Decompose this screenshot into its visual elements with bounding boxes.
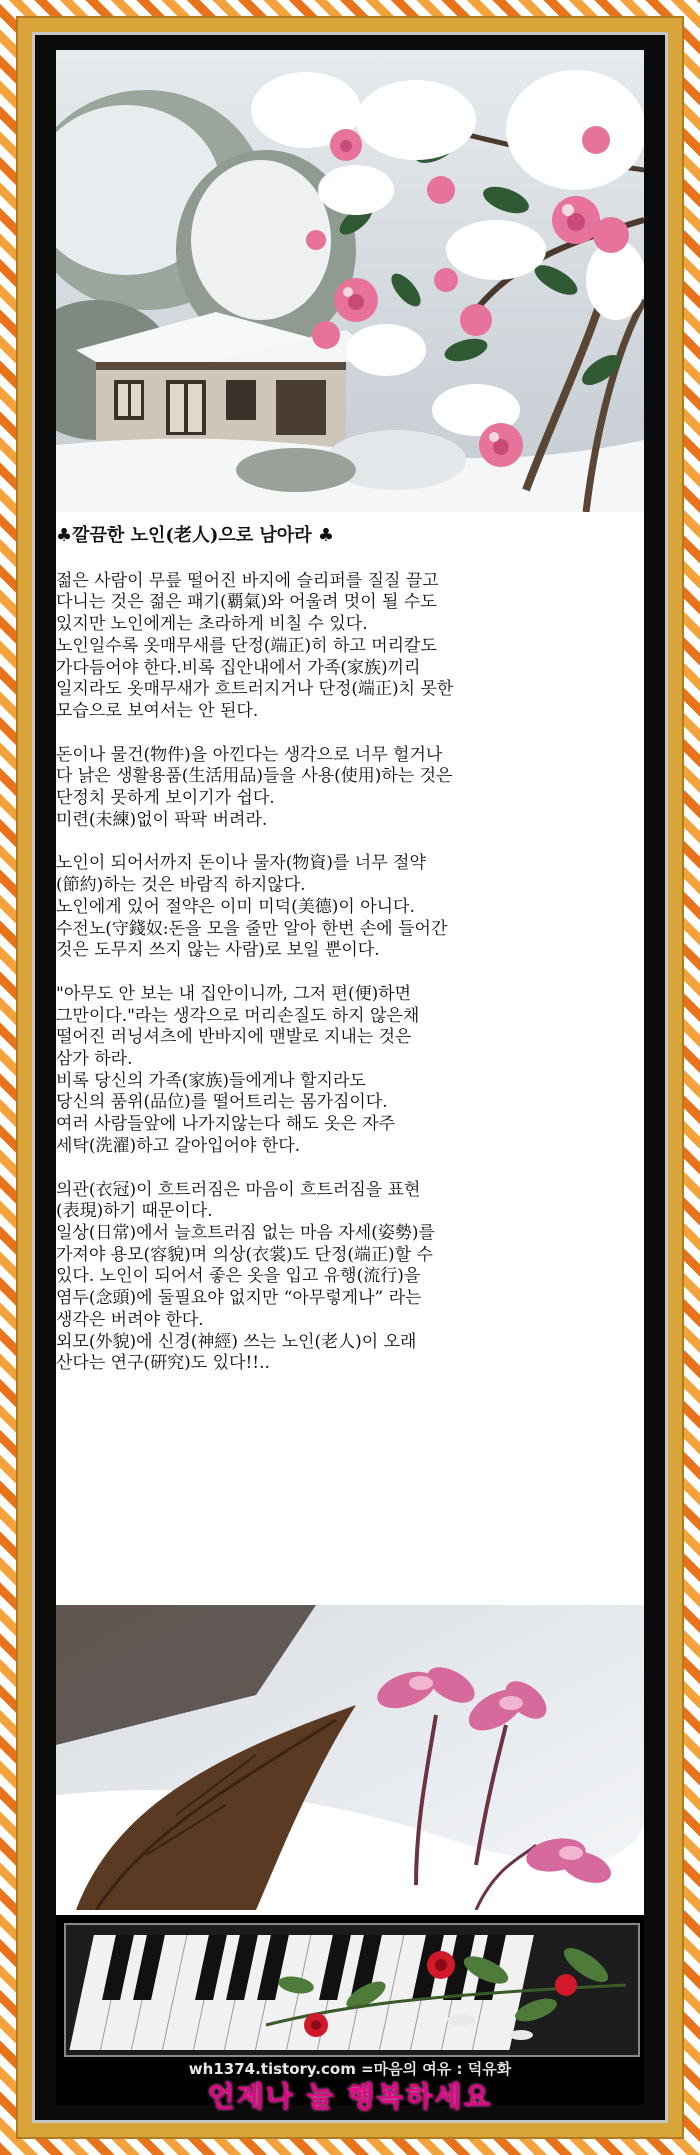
paragraph-4: "아무도 안 보는 내 집안이니까, 그저 편(便)하면 그만이다."라는 생각으로 머리손질도 하지 않은채 떨어진 러닝셔츠에 반바지에 맨발로 지내는 것은 삼가 하라. 비록 당신의 가족(家族)들에게나 할지라도 당신의 품위(品位)를 떨어트리는 몸가짐이다. 여러 사람들앞에 나가지않는다 해도 옷은 자주 세탁(洗濯)하고 갈아입어야 한다.	[56, 983, 420, 1156]
paragraph-5: 의관(衣冠)이 흐트러짐은 마음이 흐트러짐을 표현 (表現)하기 때문이다. 일상(日常)에서 늘흐트러짐 없는 마음 자세(姿勢)를 가져야 용모(容貌)며 의상(衣裳)도 단정(端正)할 수 있다. 노인이 되어서 좋은 옷을 입고 유행(流行)을 염두(念頭)에 둘필요야 없지만 “아무렇게나” 라는 생각은 버려야 한다. 외모(外貌)에 신경(神經) 쓰는 노인(老人)이 오래 산다는 연구(硏究)도 있다!!..	[56, 1179, 435, 1374]
paragraph-2: 돈이나 물건(物件)을 아낀다는 생각으로 너무 헐거나 다 낡은 생활용품(生活用品)들을 사용(使用)하는 것은 단정치 못하게 보이기가 쉽다. 미련(未練)없이 팍팍 버려라.	[56, 744, 453, 830]
pink-flower-in-snow-photo	[56, 1605, 644, 1910]
paragraph-3: 노인이 되어서까지 돈이나 물자(物資)를 너무 절약 (節約)하는 것은 바람직 하지않다. 노인에게 있어 절약은 이미 미덕(美德)이 아니다. 수전노(守錢奴:돈을 모을 줄만 알아 한번 손에 들어간 것은 도무지 쓰지 않는 사람)로 보일 뿐이다.	[56, 853, 448, 961]
piano-roses-photo	[64, 1923, 640, 2057]
footer-banner	[56, 1915, 644, 2113]
article-text	[56, 525, 644, 1595]
paragraph-1: 젊은 사람이 무릎 떨어진 바지에 슬리퍼를 질질 끌고 다니는 것은 젊은 패기(覇氣)와 어울려 멋이 될 수도 있지만 노인에게는 초라하게 비칠 수 있다. 노인일수록 옷매무새를 단정(端正)히 하고 머리칼도 가다듬어야 한다.비록 집안내에서 가족(家族)끼리 일지라도 옷매무새가 흐트러지거나 단정(端正)치 못한 모습으로 보여서는 안 된다.	[56, 570, 454, 721]
article-title: ♣깔끔한 노인(老人)으로 남아라 ♣	[56, 525, 334, 546]
snowy-house-camellia-photo	[56, 50, 644, 512]
blog-url-text: wh1374.tistory.com =마음의 여유 : 덕유화	[188, 2060, 512, 2078]
content-panel	[56, 50, 644, 2113]
greeting-message: 언제나 늘 행복하세요	[207, 2080, 493, 2113]
